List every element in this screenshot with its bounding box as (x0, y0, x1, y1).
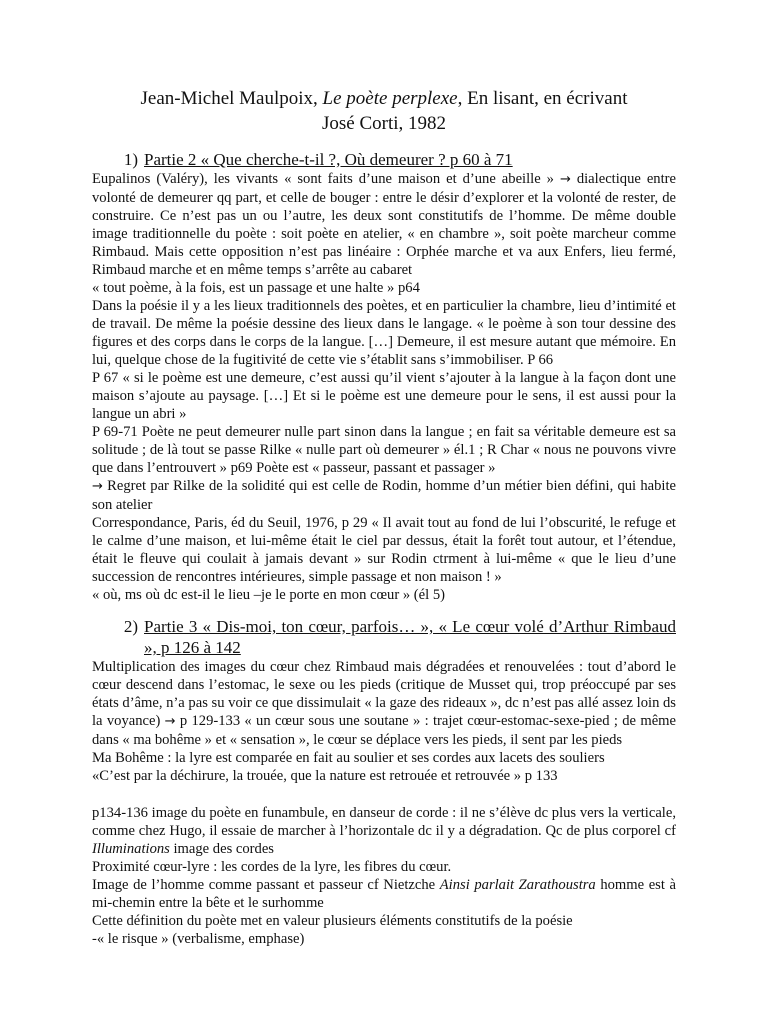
section-2-title: Partie 3 « Dis-moi, ton cœur, parfois… », « Le cœur volé d’Arthur Rimbaud », p 126 à 142 (144, 617, 676, 657)
paragraph-nietzche: Image de l’homme comme passant et passeur cf Nietzche Ainsi parlait Zarathoustra homme est à mi-chemin entre la bête et le surhomme (92, 877, 676, 911)
paragraph-funambule: p134-136 image du poète en funambule, en danseur de corde : il ne s’élève dc plus vers la verticale, comme chez Hugo, il essaie de marcher à l’horizontale dc il y a dégradation. Qc de plus corporel cf Illuminations image des cordes (92, 805, 676, 857)
arrow-icon: → (92, 479, 103, 494)
paragraph-definition: Cette définition du poète met en valeur plusieurs éléments constitutifs de la poésie (92, 913, 573, 929)
paragraph-multiplication: Multiplication des images du cœur chez Rimbaud mais dégradées et renouvelées : tout d’abord le cœur descend dans l’estomac, le sexe ou les pieds (critique de Musset qui, trop préoccupé par ses états d’âme, n’a pas su voir ce que dissimulait « la gaze des rideaux », dc n’est pas allé assez loin ds la voyance) → p 129-133 « un cœur sous une soutane » : trajet cœur-estomac-sexe-pied ; de même dans « ma bohême » et « sensation », le cœur se déplace vers les pieds, il sent par les pieds (92, 659, 676, 748)
blank-line (92, 785, 676, 804)
paragraph-p69-71: P 69-71 Poète ne peut demeurer nulle part sinon dans la langue ; en fait sa véritable demeure est sa solitude ; de là tout se passe Rilke « nulle part où demeurer » él.1 ; R Char « nous ne pouvons vivre que dans l’entrouvert » p69 Poète est « passeur, passant et passager » (92, 424, 676, 476)
section-1-number: 1) (123, 150, 138, 169)
paragraph-p67: P 67 « si le poème est une demeure, c’est aussi qu’il vient s’ajouter à la langue à la façon dont une maison s’ajoute au paysage. […] Et si le poème est une demeure pour le sens, il est aussi pour la langue un abri » (92, 370, 676, 422)
section-1-title: Partie 2 « Que cherche-t-il ?, Où demeurer ? p 60 à 71 (144, 150, 513, 169)
paragraph-quote-p64: « tout poème, à la fois, est un passage et une halte » p64 (92, 280, 420, 296)
section-1-heading (92, 149, 676, 170)
arrow-icon: → (559, 172, 571, 187)
title-publisher: José Corti, 1982 (321, 113, 447, 134)
paragraph-risque: -« le risque » (verbalisme, emphase) (92, 931, 305, 947)
paragraph-lieux: Dans la poésie il y a les lieux traditionnels des poètes, et en particulier la chambre, lieu d’intimité et de travail. De même la poésie dessine des lieux dans le langage. « le poème à son tour dessine des figures et des corps dans le corps de la langue. […] Demeure, il est mesure autant que mémoire. En lui, quelque chose de la fugitivité de cette vie s’établit sans s’immobiliser. P 66 (92, 298, 676, 368)
paragraph-correspondance: Correspondance, Paris, éd du Seuil, 1976, p 29 « Il avait tout au fond de lui l’obscurité, le refuge et le calme d’une maison, et lui-même était le ciel par dessus, était la forêt tout autour, et l’étendue, était le fleuve qui coulait à jamais devant » sur Rodin ctrment à lui-même « que le lieu d’une succession de rencontres intérieures, simple passage et non maison ! » (92, 515, 676, 585)
arrow-icon: → (164, 714, 176, 729)
title-author: Jean-Michel Maulpoix, (140, 88, 323, 109)
paragraph-ma-boheme: Ma Bohême : la lyre est comparée en fait au soulier et ses cordes aux lacets des souliers (92, 750, 605, 766)
document-title (92, 86, 676, 136)
title-book: Le poète perplexe (322, 88, 458, 109)
section-2-number: 2) (123, 617, 138, 636)
paragraph-eupalinos: Eupalinos (Valéry), les vivants « sont faits d’une maison et d’une abeille » → dialectique entre volonté de demeurer qq part, et celle de bouger : entre le désir d’explorer et la volonté de rester, de construire. Ce n’est pas un ou l’autre, les deux sont constitutifs de l’homme. De même double image traditionnelle du poète : soit poète en atelier, « en chambre », soit poète marcheur comme Rimbaud. Mais cette opposition n’est pas linéaire : Orphée marche et va aux Enfers, lieu fermé, Rimbaud marche et en même temps s’arrête au cabaret (92, 171, 676, 278)
paragraph-coeur-lyre: Proximité cœur-lyre : les cordes de la lyre, les fibres du cœur. (92, 859, 452, 875)
paragraph-quote-el5: « où, ms où dc est-il le lieu –je le porte en mon cœur » (él 5) (92, 587, 445, 603)
paragraph-dechirure: «C’est par la déchirure, la trouée, que la nature est retrouée et retrouvée » p 133 (92, 768, 558, 784)
paragraph-rilke-rodin: → Regret par Rilke de la solidité qui est celle de Rodin, homme d’un métier bien défini, qui habite son atelier (92, 478, 676, 513)
title-subtitle: , En lisant, en écrivant (457, 88, 628, 109)
section-2-heading (92, 616, 676, 658)
